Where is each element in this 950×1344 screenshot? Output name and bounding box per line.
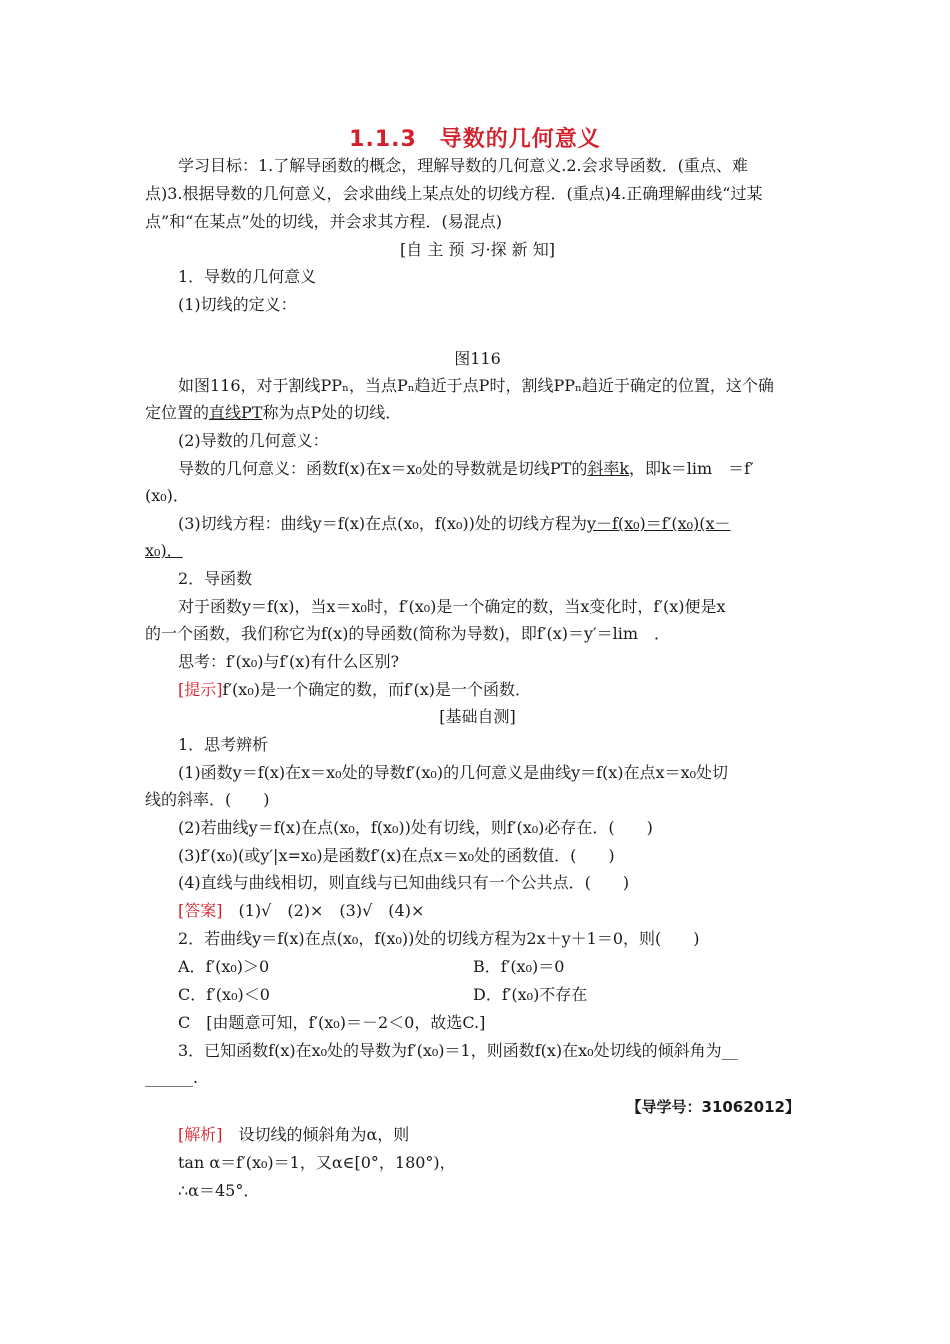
objectives-line-1: 学习目标：1.了解导函数的概念，理解导数的几何意义.2.会求导函数．(重点、难	[178, 156, 748, 175]
guide-number: 【导学号：31062012】	[626, 1098, 800, 1116]
figure-label: 图116	[454, 349, 501, 368]
q1-item-1-line-1: (1)函数y＝f(x)在x＝x₀处的导数f′(x₀)的几何意义是曲线y＝f(x)在点x＝x₀处切	[178, 763, 729, 782]
hint-line: [提示]f′(x₀)是一个确定的数，而f′(x)是一个函数．	[178, 680, 532, 699]
solution-tag: [解析]	[178, 1125, 223, 1144]
solution-line-2: tan α＝f′(x₀)＝1，又α∈[0°，180°)，	[178, 1153, 456, 1172]
section-test-heading: [基础自测]	[439, 707, 516, 726]
page-title: 1.1.3 导数的几何意义	[349, 127, 601, 152]
q1-item-1-line-2: 线的斜率．( )	[145, 790, 270, 809]
term-slope-k: 斜率k	[587, 459, 630, 478]
section-preview-heading: [自 主 预 习·探 新 知]	[399, 240, 555, 259]
term-tangent-equation: y－f(x₀)＝f′(x₀)(x－	[586, 514, 731, 533]
q1-answer: [答案] (1)√ (2)× (3)√ (4)×	[178, 901, 425, 920]
q3-line-2: ______.	[145, 1068, 199, 1087]
geometric-meaning-heading: (2)导数的几何意义：	[178, 431, 329, 450]
term-line-pt: 直线PT	[209, 403, 263, 422]
derivative-function-line-2: 的一个函数，我们称它为f(x)的导函数(简称为导数)，即f′(x)＝y′＝lim ．	[145, 624, 671, 643]
q1-heading: 1．思考辨析	[178, 735, 269, 754]
tangent-definition-heading: (1)切线的定义：	[178, 295, 297, 314]
q2-option-a: A．f′(x₀)＞0	[178, 957, 270, 976]
solution-line-3: ∴α＝45°．	[178, 1181, 260, 1200]
think-question: 思考：f′(x₀)与f′(x)有什么区别?	[178, 652, 400, 671]
q2-option-d: D．f′(x₀)不存在	[473, 985, 588, 1004]
tangent-equation-line-2: x₀)．	[145, 541, 183, 560]
geometric-meaning-line-1: 导数的几何意义：函数f(x)在x＝x₀处的导数就是切线PT的斜率k，即k＝lim ＝f′	[178, 459, 754, 478]
q3-line-1: 3．已知函数f(x)在x₀处的导数为f′(x₀)＝1，则函数f(x)在x₀处切线的倾斜角为__	[178, 1041, 738, 1060]
solution-line-1: [解析] 设切线的倾斜角为α，则	[178, 1125, 410, 1144]
q2-options-row-2	[178, 985, 810, 1005]
objectives-line-3: 点”和“在某点”处的切线，并会求其方程．(易混点)	[145, 212, 503, 231]
definition-line-2: 定位置的直线PT称为点P处的切线．	[145, 403, 402, 422]
section2-heading: 2．导函数	[178, 569, 253, 588]
q1-item-3: (3)f′(x₀)(或y′|x=x₀)是函数f′(x)在点x＝x₀处的函数值．( )	[178, 846, 615, 865]
q2-option-b: B．f′(x₀)＝0	[473, 957, 565, 976]
q2-options-row-1	[178, 957, 810, 977]
q2-answer: C [由题意可知，f′(x₀)＝－2＜0，故选C.]	[178, 1013, 486, 1032]
geometric-meaning-line-2: (x₀)．	[145, 486, 189, 505]
section1-heading: 1．导数的几何意义	[178, 267, 317, 286]
q1-item-2: (2)若曲线y＝f(x)在点(x₀，f(x₀))处有切线，则f′(x₀)必存在．( )	[178, 818, 653, 837]
q2-option-c: C．f′(x₀)＜0	[178, 985, 270, 1004]
hint-tag: [提示]	[178, 680, 223, 699]
q2-stem: 2．若曲线y＝f(x)在点(x₀，f(x₀))处的切线方程为2x＋y＋1＝0，则( )	[178, 929, 700, 948]
definition-line-1: 如图116，对于割线PPₙ，当点Pₙ趋近于点P时，割线PPₙ趋近于确定的位置，这个确	[178, 376, 774, 395]
answer-tag: [答案]	[178, 901, 223, 920]
derivative-function-line-1: 对于函数y＝f(x)，当x＝x₀时，f′(x₀)是一个确定的数，当x变化时，f′(x)便是x	[178, 597, 726, 616]
tangent-equation-line-1: (3)切线方程：曲线y＝f(x)在点(x₀，f(x₀))处的切线方程为y－f(x₀)＝f′(x₀)(x－	[178, 514, 731, 533]
q1-item-4: (4)直线与曲线相切，则直线与已知曲线只有一个公共点．( )	[178, 873, 630, 892]
objectives-line-2: 点)3.根据导数的几何意义，会求曲线上某点处的切线方程．(重点)4.正确理解曲线“过某	[145, 184, 763, 203]
